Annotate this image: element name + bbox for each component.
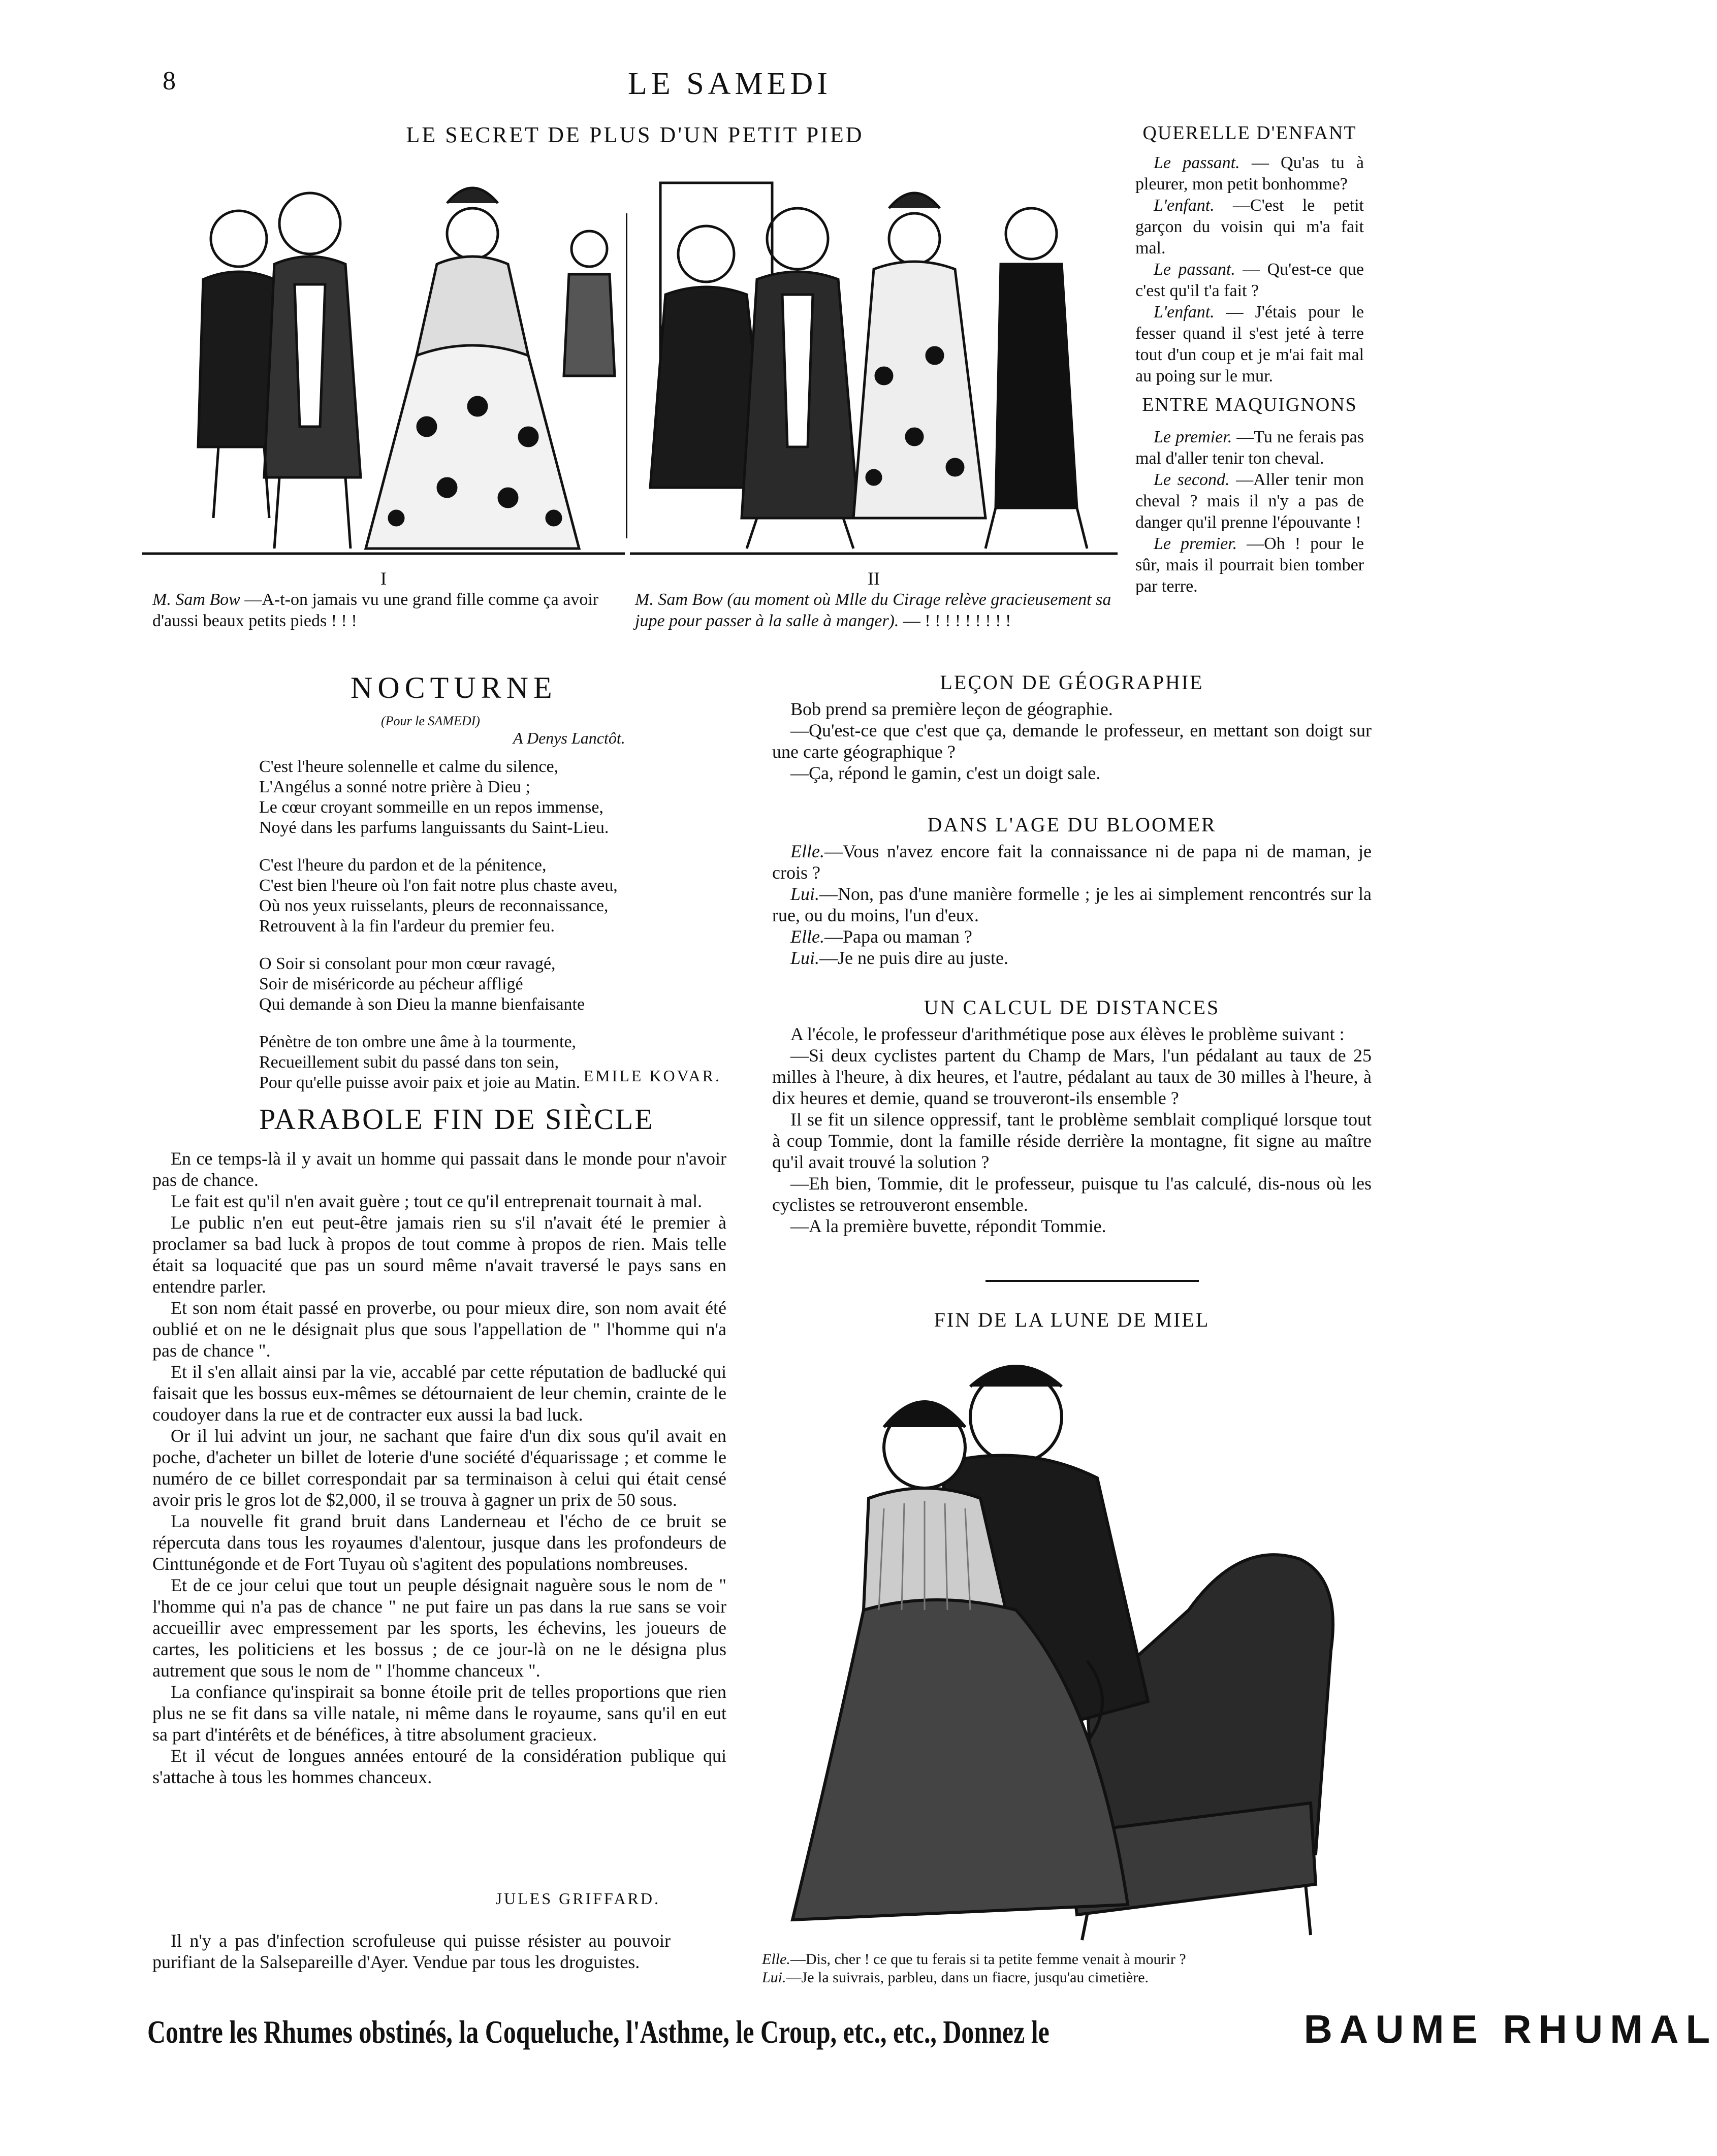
panel-2-caption-text: — ! ! ! ! ! ! ! ! ! [899, 612, 1011, 630]
speaker: Elle. [790, 926, 824, 947]
querelle-line-4 [1135, 302, 1364, 387]
cartoon-panel-1 [142, 163, 625, 559]
line-text: —Papa ou maman ? [824, 926, 972, 947]
nocturne-subtitle: (Pour le SAMEDI) [381, 714, 480, 728]
geographie-paragraph: —Qu'est-ce que c'est que ça, demande le professeur, en mettant son doigt sur une carte géographique ? [772, 720, 1372, 762]
nocturne-dedication: A Denys Lanctôt. [513, 729, 625, 747]
speaker: Lui. [790, 884, 820, 904]
verse-line: Pour qu'elle puisse avoir paix et joie au Matin. [259, 1073, 581, 1092]
parabole-paragraph: Et il vécut de longues années entouré de la considération publique qui s'attache à tous les hommes chanceux. [152, 1746, 726, 1787]
verse-line: Retrouvent à la fin l'ardeur du premier feu. [259, 917, 555, 936]
cartoon-divider [626, 213, 627, 538]
parabole-body [152, 1148, 726, 1788]
parabole-paragraph: Et il s'en allait ainsi par la vie, accablé par cette réputation de badlucké qui faisait que les bossus eux-mêmes se détournaient de leur chemin, crainte de le coudoyer dans la rue et de contracter eux aussi la bad luck. [152, 1362, 726, 1425]
maquignons-line-2 [1135, 469, 1364, 533]
calcul-paragraph: Il se fit un silence oppressif, tant le problème semblait compliqué lorsque tout à coup Tommie, dont la famille réside derrière la montagne, fit signe au maître qu'il avait trouvé la solution ? [772, 1109, 1372, 1172]
line-text: —Non, pas d'une manière formelle ; je les ai simplement rencontrés sur la rue, ou du moins, l'un d'eux. [772, 884, 1372, 925]
verse-line: Noyé dans les parfums languissants du Saint-Lieu. [259, 818, 609, 837]
nocturne-poem [259, 757, 716, 1110]
line-text: — Qu'as tu à pleurer, mon petit bonhomme? [1135, 153, 1364, 194]
querelle-text [1135, 152, 1364, 387]
verse-line: Pénètre de ton ombre une âme à la tourmente, [259, 1033, 577, 1051]
lune-caption-line-2 [762, 1969, 1372, 1987]
line-text: —Dis, cher ! ce que tu ferais si ta petite femme venait à mourir ? [790, 1951, 1186, 1968]
cartoon-panel-1-drawing [142, 163, 625, 559]
parabole-paragraph: La confiance qu'inspirait sa bonne étoile prit de telles proportions que rien plus ne se fit dans sa ville natale, ni même dans le royaume, sans qu'il en eut sa part d'intérêts et de bénéfices, à titre absolument gracieux. [152, 1682, 726, 1745]
parabole-paragraph: En ce temps-là il y avait un homme qui passait dans le monde pour n'avoir pas de chance. [152, 1148, 726, 1190]
honeymoon-drawing [732, 1346, 1382, 1945]
verse-line: L'Angélus a sonné notre prière à Dieu ; [259, 778, 530, 796]
parabole-paragraph: Or il lui advint un jour, ne sachant que faire d'un dix sous qu'il avait en poche, d'acheter un billet de loterie d'une société d'équarissage ; et comme le numéro de ce billet correspondait par sa terminaison à celui qui était censé avoir pris le gros lot de $2,000, il se trouva à gagner un prix de 50 sous. [152, 1426, 726, 1510]
section-divider [985, 1280, 1199, 1282]
querelle-line-3 [1135, 259, 1364, 302]
speaker: Le second. [1154, 470, 1230, 489]
stanza-2 [259, 855, 716, 937]
parabole-paragraph: Et de ce jour celui que tout un peuple désignait naguère sous le nom de " l'homme qui n'a pas de chance " ne put faire un pas dans la rue sans se voir accueillir avec empressement par les sports, les échevins, les joueurs de cartes, les politiciens et les bossus ; de ce jour-là on ne le désigna plus autrement que sous le nom de " l'homme chanceux ". [152, 1575, 726, 1681]
verse-line: Qui demande à son Dieu la manne bienfaisante [259, 995, 585, 1014]
bloomer-line [772, 947, 1372, 969]
stanza-1 [259, 757, 716, 838]
speaker: Lui. [762, 1969, 786, 1986]
ad-text: Contre les Rhumes obstinés, la Coqueluche, l'Asthme, le Croup, etc., etc., Donnez le [147, 2014, 1050, 2050]
lune-caption [762, 1950, 1372, 1987]
calcul-body [772, 1023, 1372, 1237]
querelle-line-1 [1135, 152, 1364, 195]
bloomer-title: DANS L'AGE DU BLOOMER [927, 813, 1217, 836]
panel-1-caption-speaker: M. Sam Bow [152, 590, 240, 609]
parabole-title: PARABOLE FIN DE SIÈCLE [259, 1103, 654, 1136]
querelle-title: QUERELLE D'ENFANT [1142, 122, 1357, 144]
calcul-title: UN CALCUL DE DISTANCES [924, 996, 1220, 1019]
line-text: —Vous n'avez encore fait la connaissance ni de papa ni de maman, je crois ? [772, 841, 1372, 883]
geographie-paragraph: Bob prend sa première leçon de géographie. [790, 699, 1113, 719]
panel-1-caption [152, 589, 620, 632]
geographie-title: LEÇON DE GÉOGRAPHIE [940, 671, 1204, 694]
panel-1-caption-text: —A-t-on jamais vu une grand fille comme ça avoir d'aussi beaux petits pieds ! ! ! [152, 590, 599, 630]
parabole-paragraph: Et son nom était passé en proverbe, ou pour mieux dire, son nom avait été oublié et on ne le désignait plus que sous l'appellation de " l'homme qui n'a pas de chance ". [152, 1298, 726, 1361]
panel-2-caption [635, 589, 1112, 632]
maquignons-text [1135, 427, 1364, 597]
speaker: Le passant. [1154, 153, 1240, 172]
verse-line: Recueillement subit du passé dans ton sein, [259, 1053, 559, 1072]
calcul-paragraph: —Eh bien, Tommie, dit le professeur, puisque tu l'as calculé, dis-nous où les cyclistes se retrouveront ensemble. [772, 1173, 1372, 1215]
newspaper-title: LE SAMEDI [628, 67, 832, 101]
line-text: —Aller tenir mon cheval ? mais il n'y a pas de danger qu'il prenne l'épouvante ! [1135, 470, 1364, 532]
ad-salsepareille: Il n'y a pas d'infection scrofuleuse qui puisse résister au pouvoir purifiant de la Salsepareille d'Ayer. Vendue par tous les droguistes. [152, 1930, 671, 1972]
line-text: —C'est le petit garçon du voisin qui m'a fait mal. [1135, 196, 1364, 258]
speaker: Le passant. [1154, 260, 1235, 279]
bloomer-line [772, 841, 1372, 883]
bloomer-line [772, 926, 1372, 947]
verse-line: Où nos yeux ruisselants, pleurs de reconnaissance, [259, 896, 609, 915]
calcul-paragraph: —A la première buvette, répondit Tommie. [790, 1216, 1106, 1236]
maquignons-line-1 [1135, 427, 1364, 469]
line-text: — J'étais pour le fesser quand il s'est jeté à terre tout d'un coup et je m'ai fait mal au poing sur le mur. [1135, 303, 1364, 385]
calcul-paragraph: —Si deux cyclistes partent du Champ de Mars, l'un pédalant au taux de 25 milles à l'heure, à dix heures, et l'autre, pédalant au taux de 30 milles à l'heure, à dix heures et demie, quand se trouveront-ils ensemble ? [772, 1045, 1372, 1108]
maquignons-title: ENTRE MAQUIGNONS [1142, 394, 1357, 415]
verse-line: Soir de miséricorde au pécheur affligé [259, 975, 523, 993]
panel-2-caption-speaker: M. Sam Bow (au moment où Mlle du Cirage relève gracieusement sa jupe pour passer à la salle à manger). [635, 590, 1111, 630]
geographie-body [772, 698, 1372, 784]
verse-line: C'est l'heure du pardon et de la pénitence, [259, 856, 547, 875]
ad-brand: BAUME RHUMAL [1303, 2007, 1717, 2051]
page-number: 8 [163, 67, 176, 95]
maquignons-line-3 [1135, 533, 1364, 597]
line-text: —Je ne puis dire au juste. [819, 948, 1008, 968]
cartoon-title: LE SECRET DE PLUS D'UN PETIT PIED [406, 122, 864, 147]
bloomer-body [772, 841, 1372, 969]
verse-line: C'est l'heure solennelle et calme du silence, [259, 757, 559, 776]
parabole-paragraph: Le fait est qu'il n'en avait guère ; tout ce qu'il entreprenait tournait à mal. [171, 1191, 703, 1211]
line-text: —Tu ne ferais pas mal d'aller tenir ton cheval. [1135, 428, 1364, 468]
speaker: Elle. [762, 1951, 790, 1968]
lune-title: FIN DE LA LUNE DE MIEL [934, 1308, 1210, 1331]
line-text: — Qu'est-ce que c'est qu'il t'a fait ? [1135, 260, 1364, 300]
speaker: L'enfant. [1154, 303, 1215, 321]
querelle-line-2 [1135, 195, 1364, 259]
parabole-paragraph: Le public n'en eut peut-être jamais rien su s'il n'avait été le premier à proclamer sa bad luck à propos de tout comme à propos de rien. Mais telle était sa loquacité que pas un sourd même n'avait traversé le pays sans en entendre parler. [152, 1212, 726, 1297]
speaker: Elle. [790, 841, 824, 861]
verse-line: O Soir si consolant pour mon cœur ravagé, [259, 954, 556, 973]
parabole-paragraph: La nouvelle fit grand bruit dans Landerneau et l'écho de ce bruit se répercuta dans tous les royaumes d'alentour, jusque dans les profondeurs de Cinttunégonde et de Fort Tuyau où s'agitent des populations nombreuses. [152, 1511, 726, 1574]
baume-rhumal-ad [147, 2006, 1717, 2052]
cartoon-panel-2 [630, 163, 1118, 559]
line-text: —Je la suivrais, parbleu, dans un fiacre, jusqu'au cimetière. [786, 1969, 1149, 1986]
speaker: L'enfant. [1154, 196, 1215, 215]
speaker: Le premier. [1154, 534, 1237, 553]
panel-2-number: II [868, 568, 880, 589]
bloomer-line [772, 883, 1372, 926]
speaker: Lui. [790, 948, 820, 968]
speaker: Le premier. [1154, 428, 1232, 446]
line-text: —Oh ! pour le sûr, mais il pourrait bien tomber par terre. [1135, 534, 1364, 596]
geographie-paragraph: —Ça, répond le gamin, c'est un doigt sale. [790, 763, 1101, 783]
verse-line: C'est bien l'heure où l'on fait notre plus chaste aveu, [259, 876, 618, 895]
nocturne-title: NOCTURNE [351, 671, 557, 704]
cartoon-panel-2-drawing [630, 163, 1118, 559]
parabole-author: JULES GRIFFARD. [495, 1889, 660, 1908]
nocturne-author: EMILE KOVAR. [583, 1067, 721, 1085]
verse-line: Le cœur croyant sommeille en un repos immense, [259, 798, 603, 817]
panel-1-number: I [380, 568, 387, 589]
calcul-paragraph: A l'école, le professeur d'arithmétique pose aux élèves le problème suivant : [790, 1024, 1345, 1044]
honeymoon-illustration [732, 1346, 1382, 1945]
lune-caption-line-1 [762, 1950, 1372, 1969]
stanza-3 [259, 954, 716, 1015]
